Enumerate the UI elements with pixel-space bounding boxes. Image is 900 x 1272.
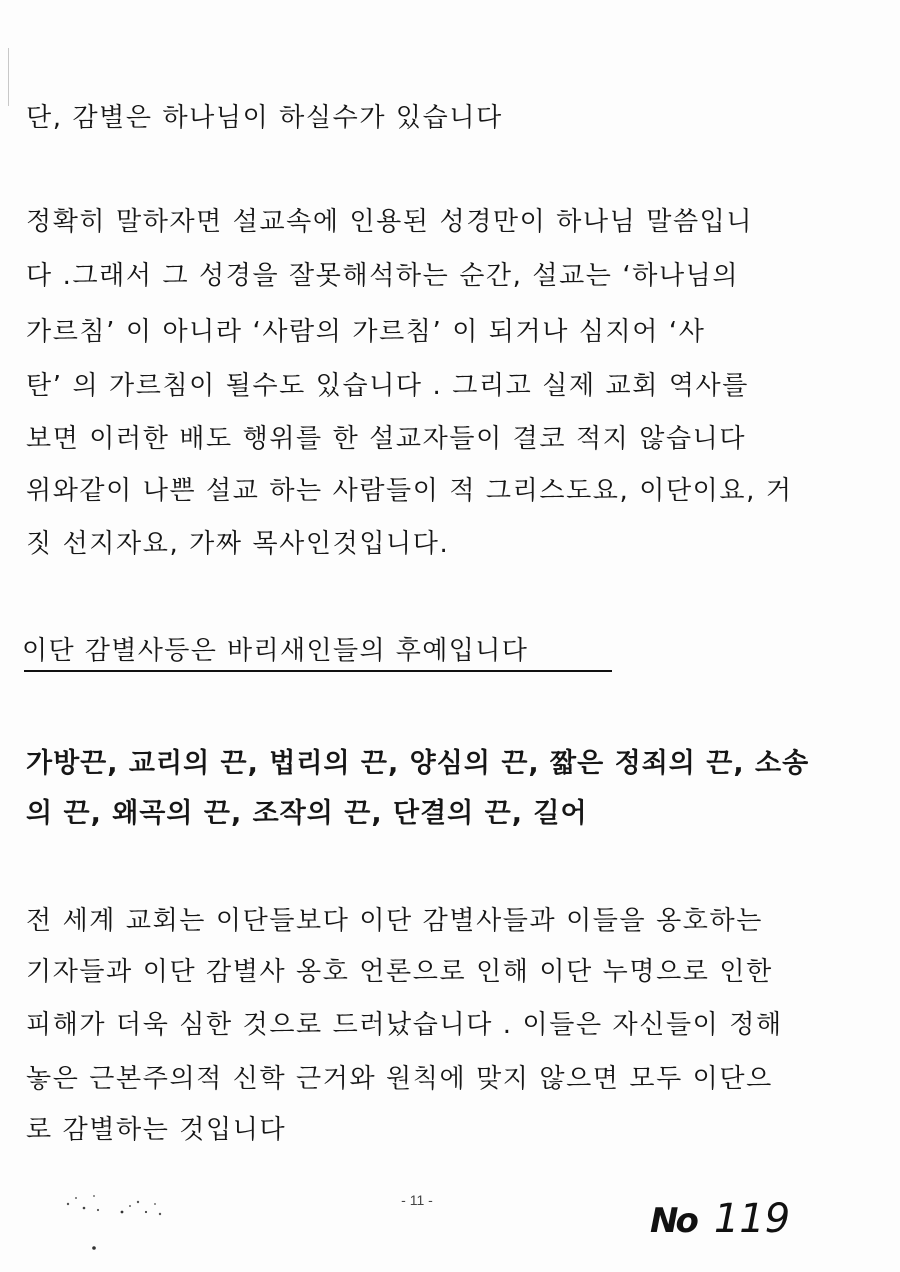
bold-line: 의 끈, 왜곡의 끈, 조작의 끈, 단결의 끈, 길어	[26, 798, 588, 829]
margin-mark	[8, 48, 9, 106]
paragraph-line: 전 세계 교회는 이단들보다 이단 감별사들과 이들을 옹호하는	[26, 906, 763, 936]
paragraph-line: 정확히 말하자면 설교속에 인용된 성경만이 하나님 말씀입니	[26, 207, 754, 237]
heading-underline	[24, 670, 612, 672]
paragraph-line: 보면 이러한 배도 행위를 한 설교자들이 결코 적지 않습니다	[26, 424, 747, 454]
paragraph-line: 위와같이 나쁜 설교 하는 사람들이 적 그리스도요, 이단이요, 거	[26, 476, 793, 506]
paragraph-line: 놓은 근본주의적 신학 근거와 원칙에 맞지 않으면 모두 이단으	[26, 1064, 773, 1094]
paragraph-line: 기자들과 이단 감별사 옹호 언론으로 인해 이단 누명으로 인한	[26, 957, 773, 987]
paragraph-line: 다 .그래서 그 성경을 잘못해석하는 순간, 설교는 ‘하나님의	[26, 261, 740, 291]
page-number: - 11 -	[401, 1192, 433, 1208]
section-heading: 이단 감별사등은 바리새인들의 후예입니다	[22, 636, 529, 666]
bold-line: 가방끈, 교리의 끈, 법리의 끈, 양심의 끈, 짧은 정죄의 끈, 소송	[26, 748, 810, 779]
paragraph-line: 로 감별하는 것입니다	[26, 1115, 287, 1145]
doc-number-prefix: No	[650, 1201, 696, 1241]
doc-number-value: 119	[713, 1196, 791, 1242]
paragraph-line: 짓 선지자요, 가짜 목사인것입니다.	[26, 529, 450, 559]
document-number	[650, 1196, 790, 1246]
paragraph-line: 가르침’ 이 아니라 ‘사람의 가르침’ 이 되거나 심지어 ‘사	[26, 317, 706, 347]
intro-line: 단, 감별은 하나님이 하실수가 있습니다	[26, 103, 503, 133]
paragraph-line: 피해가 더욱 심한 것으로 드러났습니다 . 이들은 자신들이 정해	[26, 1010, 783, 1040]
scan-specks	[60, 1190, 180, 1260]
paragraph-line: 탄’ 의 가르침이 될수도 있습니다 . 그리고 실제 교회 역사를	[26, 371, 749, 401]
